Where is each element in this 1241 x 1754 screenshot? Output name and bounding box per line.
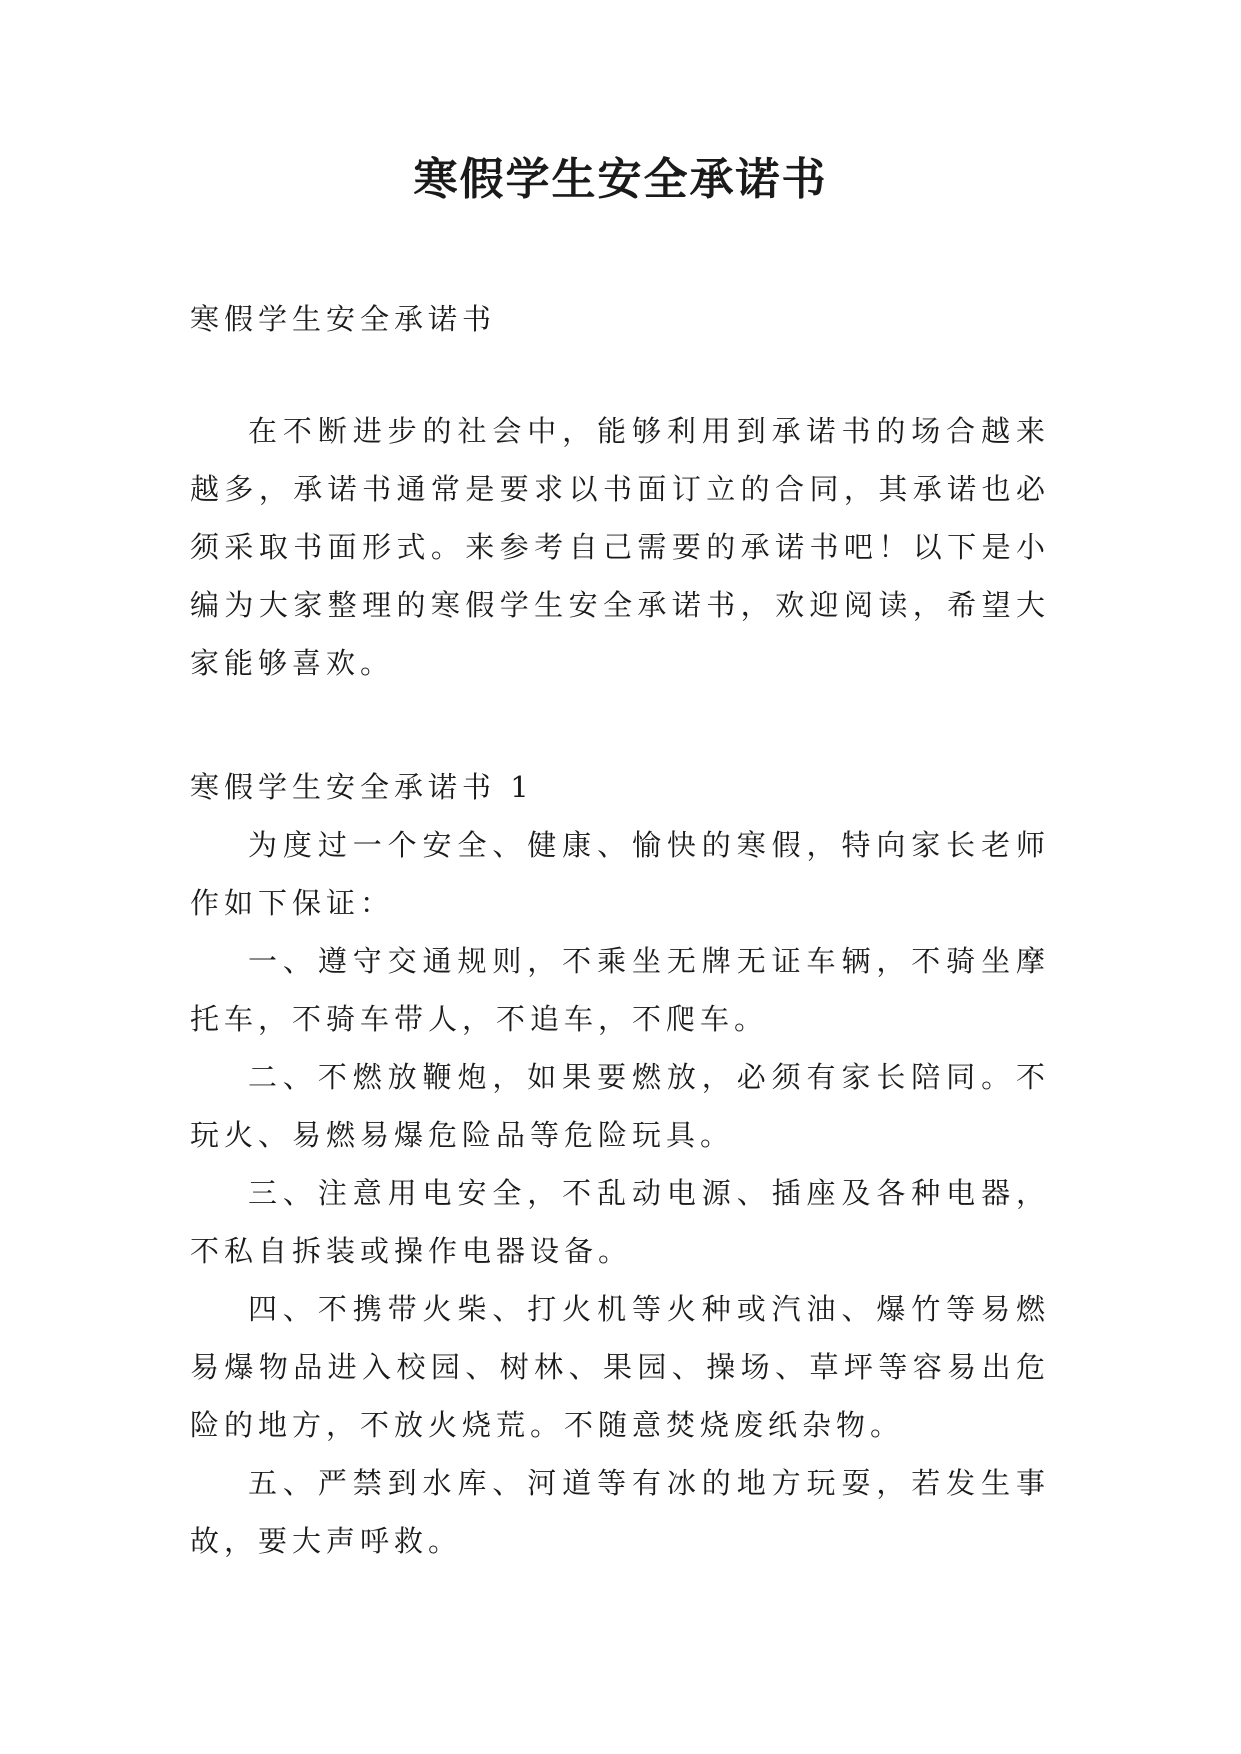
- section-paragraph: 一、遵守交通规则，不乘坐无牌无证车辆，不骑坐摩托车，不骑车带人，不追车，不爬车。: [190, 944, 1050, 1036]
- document-subtitle: 寒假学生安全承诺书: [190, 302, 497, 336]
- document-title: 寒假学生安全承诺书: [413, 154, 828, 205]
- section-1: [190, 758, 1050, 1570]
- intro-paragraph: 在不断进步的社会中，能够利用到承诺书的场合越来越多，承诺书通常是要求以书面订立的合同，其承诺也必须采取书面形式。来参考自己需要的承诺书吧！以下是小编为大家整理的寒假学生安全承诺书，欢迎阅读，希望大家能够喜欢。: [190, 414, 1050, 680]
- section-paragraph: 四、不携带火柴、打火机等火种或汽油、爆竹等易燃易爆物品进入校园、树林、果园、操场、草坪等容易出危险的地方，不放火烧荒。不随意焚烧废纸杂物。: [190, 1292, 1050, 1442]
- section-heading: 寒假学生安全承诺书 1: [190, 770, 534, 804]
- section-paragraph: 二、不燃放鞭炮，如果要燃放，必须有家长陪同。不玩火、易燃易爆危险品等危险玩具。: [190, 1060, 1050, 1152]
- section-paragraph: 五、严禁到水库、河道等有冰的地方玩耍，若发生事故，要大声呼救。: [190, 1466, 1050, 1558]
- section-paragraph: 三、注意用电安全，不乱动电源、插座及各种电器，不私自拆装或操作电器设备。: [190, 1176, 1050, 1268]
- section-paragraph: 为度过一个安全、健康、愉快的寒假，特向家长老师作如下保证：: [190, 828, 1050, 920]
